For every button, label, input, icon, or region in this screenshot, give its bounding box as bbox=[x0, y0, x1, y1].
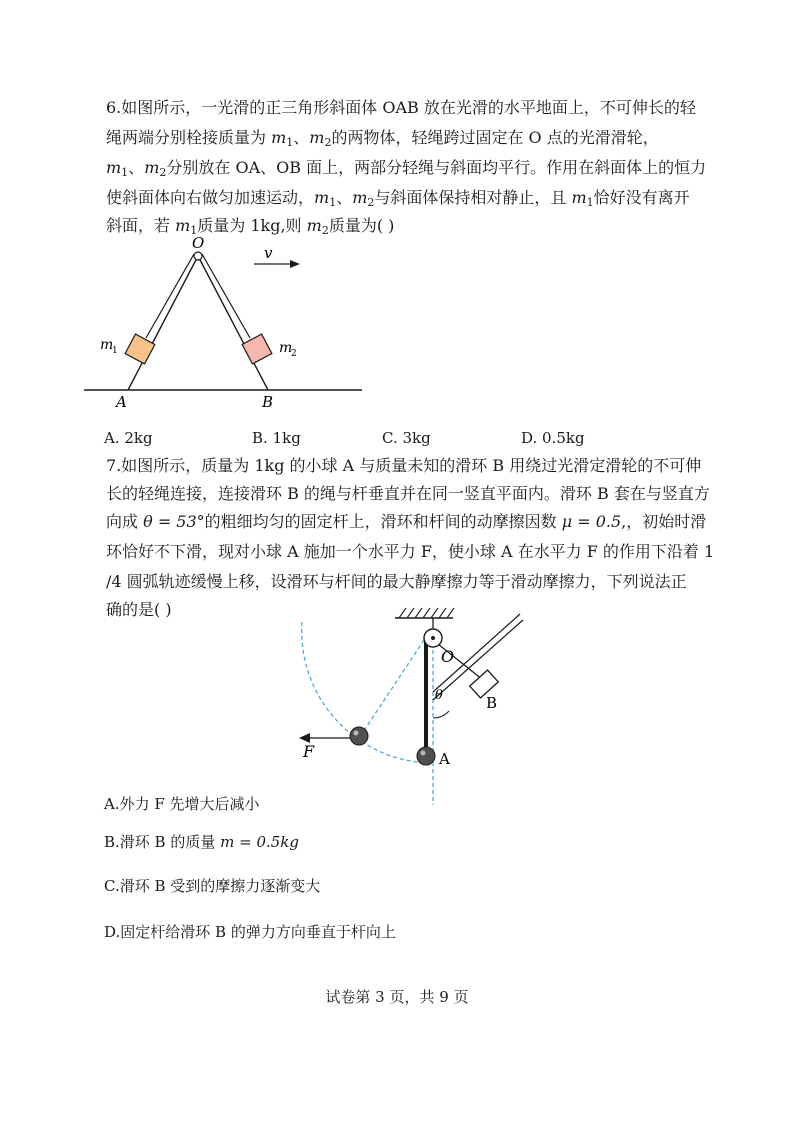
q6-text: 分别放在 OA、OB 面上，两部分轻绳与斜面均平行。作用在斜面体上的恒力 bbox=[166, 158, 707, 177]
q7-text: 的粗细均匀的固定杆上，滑环和杆间的动摩擦因数 bbox=[204, 512, 562, 531]
q7-choice-c[interactable]: C.滑环 B 受到的摩擦力逐渐变大 bbox=[104, 877, 321, 895]
label-v: v bbox=[264, 244, 273, 262]
velocity-arrowhead bbox=[290, 260, 300, 268]
ball-displaced bbox=[350, 727, 368, 745]
q6-text: 恰好没有离开 bbox=[593, 188, 690, 207]
q7-text: 向成 bbox=[106, 512, 144, 531]
symbol-m: m bbox=[306, 216, 322, 235]
q6-text: 斜面，若 bbox=[106, 216, 176, 235]
ball-displaced-highlight bbox=[354, 731, 359, 736]
q7-line-4: 环恰好不下滑，现对小球 A 施加一个水平力 F，使小球 A 在水平力 F 的作用下沿着 1 bbox=[106, 542, 715, 561]
q7-line-5: /4 圆弧轨迹缓慢上移，设滑环与杆间的最大静摩擦力等于滑动摩擦力，下列说法正 bbox=[106, 572, 687, 591]
page-footer: 试卷第 3 页，共 9 页 bbox=[325, 988, 469, 1006]
subscript: 2 bbox=[324, 136, 332, 149]
label-O: O bbox=[441, 647, 455, 666]
incline-OB bbox=[198, 256, 268, 390]
subscript: 1 bbox=[121, 166, 129, 179]
q6-option-b[interactable]: B. 1kg bbox=[252, 429, 301, 447]
block-m2 bbox=[242, 334, 272, 364]
block-m1 bbox=[125, 334, 155, 364]
q7-choice-d[interactable]: D.固定杆给滑环 B 的弹力方向垂直于杆向上 bbox=[104, 923, 396, 941]
label-m1-sub: 1 bbox=[112, 346, 118, 356]
q6-text: 使斜面体向右做匀加速运动， bbox=[106, 188, 315, 207]
q6-option-d[interactable]: D. 0.5kg bbox=[521, 429, 585, 447]
rope-right bbox=[202, 254, 250, 338]
q6-text: 、 bbox=[293, 128, 310, 147]
q6-text: 质量为 1kg,则 bbox=[197, 216, 307, 235]
q6-text: 质量为( ) bbox=[328, 216, 395, 235]
subscript: 2 bbox=[159, 166, 167, 179]
subscript: 1 bbox=[586, 196, 594, 209]
label-m2: m bbox=[279, 340, 293, 356]
q6-text: 的两物体，轻绳跨过固定在 O 点的光滑滑轮， bbox=[331, 128, 659, 147]
q6-text: 与斜面体保持相对静止，且 bbox=[374, 188, 572, 207]
pulley bbox=[194, 252, 202, 260]
pulley-axle bbox=[431, 636, 435, 640]
symbol-m: m bbox=[571, 188, 587, 207]
q6-line-4 bbox=[106, 188, 690, 213]
mu-expression: μ = 0.5 bbox=[561, 512, 622, 531]
theta-arc bbox=[433, 711, 449, 718]
subscript: 1 bbox=[286, 136, 294, 149]
symbol-m: m bbox=[271, 128, 287, 147]
ball-A bbox=[417, 747, 435, 765]
mass-expression: m = 0.5kg bbox=[220, 833, 299, 851]
q7-figure bbox=[285, 600, 535, 805]
rope-dashed bbox=[363, 634, 428, 732]
q6-line-2 bbox=[106, 128, 659, 153]
q6-option-a[interactable]: A. 2kg bbox=[104, 429, 153, 447]
subscript: 2 bbox=[321, 224, 329, 237]
q6-option-c[interactable]: C. 3kg bbox=[382, 429, 431, 447]
q6-figure bbox=[80, 232, 380, 412]
q6-text: 绳两端分别栓接质量为 bbox=[106, 128, 272, 147]
symbol-m: m bbox=[144, 158, 160, 177]
q6-line-1: 6.如图所示，一光滑的正三角形斜面体 OAB 放在光滑的水平地面上，不可伸长的轻 bbox=[106, 98, 696, 117]
symbol-m: m bbox=[314, 188, 330, 207]
subscript: 1 bbox=[329, 196, 337, 209]
q6-text: 、 bbox=[128, 158, 145, 177]
rope-left bbox=[146, 254, 194, 338]
label-B: B bbox=[262, 393, 274, 411]
q7-choice-a[interactable]: A.外力 F 先增大后减小 bbox=[104, 795, 260, 813]
label-A: A bbox=[116, 393, 127, 411]
symbol-m: m bbox=[309, 128, 325, 147]
q7-line-6: 确的是( ) bbox=[106, 600, 172, 619]
symbol-m: m bbox=[175, 216, 191, 235]
symbol-m: m bbox=[352, 188, 368, 207]
label-m2-sub: 2 bbox=[291, 349, 297, 359]
label-B: B bbox=[486, 694, 498, 712]
q6-line-3 bbox=[106, 158, 706, 183]
q7-line-3 bbox=[106, 512, 706, 532]
q7-choice-b-text: B.滑环 B 的质量 bbox=[104, 833, 221, 851]
q7-line-2: 长的轻绳连接，连接滑环 B 的绳与杆垂直并在同一竖直平面内。滑环 B 套在与竖直方 bbox=[106, 484, 710, 503]
q6-text: 、 bbox=[336, 188, 353, 207]
q7-text: ,，初始时滑 bbox=[621, 512, 707, 531]
q7-line-1: 7.如图所示，质量为 1kg 的小球 A 与质量未知的滑环 B 用绕过光滑定滑轮的不可伸 bbox=[106, 456, 702, 475]
arc-trajectory bbox=[302, 622, 433, 763]
incline-OA bbox=[128, 256, 198, 390]
label-theta: θ bbox=[435, 688, 443, 703]
label-F: F bbox=[303, 742, 315, 761]
label-A: A bbox=[439, 750, 450, 768]
symbol-m: m bbox=[106, 158, 122, 177]
label-m1: m bbox=[100, 337, 114, 353]
ceiling-hatch bbox=[399, 608, 454, 618]
q7-choice-b[interactable] bbox=[104, 832, 299, 852]
subscript: 1 bbox=[190, 224, 198, 237]
theta-expression: θ = 53° bbox=[143, 512, 205, 531]
ball-A-highlight bbox=[421, 751, 426, 756]
subscript: 2 bbox=[367, 196, 375, 209]
label-O: O bbox=[192, 234, 205, 252]
